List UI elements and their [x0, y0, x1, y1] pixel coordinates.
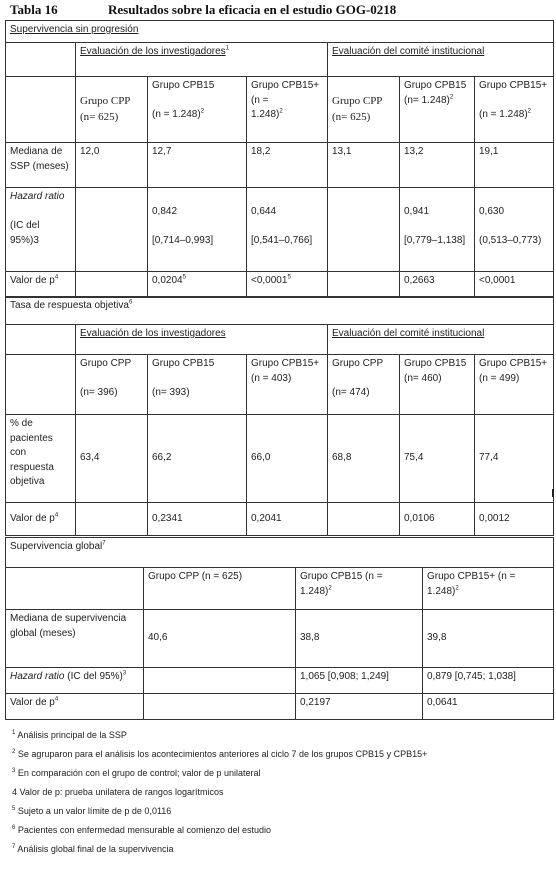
column-header: Grupo CPB15 (n= 460): [400, 355, 475, 415]
table-cell: 39,8: [423, 610, 554, 668]
row-label: Hazard ratio (IC del 95%)$^3$: [6, 668, 144, 694]
table-cell: [144, 668, 296, 694]
row-label: Valor de $p^4$: [6, 503, 76, 536]
table-cell: 77,4: [475, 415, 554, 503]
table-os: [5, 537, 554, 720]
column-header: Grupo CPB15+ (n = 1.248)$^2$: [475, 77, 554, 143]
section-heading: Supervivencia global$^7$: [6, 538, 554, 568]
row-label: Mediana de SSP (meses): [6, 143, 76, 188]
table-cell: 66,2: [148, 415, 247, 503]
table-cell: 38,8: [296, 610, 423, 668]
column-header: Grupo CPP (n= 625): [328, 77, 400, 143]
table-cell: 40,6: [144, 610, 296, 668]
row-label: Mediana de supervivencia global (meses): [6, 610, 144, 668]
column-header: Grupo CPB15 (n = 1.248)$^2$: [296, 568, 423, 610]
column-header: Grupo CPB15+ (n = 1.248)$^2$: [423, 568, 554, 610]
table-cell: 0,2341: [148, 503, 247, 536]
footnote: $^6$ Pacientes con enfermedad mensurable al comienzo del estudio: [12, 825, 272, 835]
section-heading: Supervivencia sin progresión: [6, 21, 554, 43]
table-cell: [328, 188, 400, 272]
table-cell: <0,0001: [475, 272, 554, 298]
table-cell: 0,0204$^5$: [148, 272, 247, 298]
row-label: Valor de $p^4$: [6, 272, 76, 298]
footnote: $^3$ En comparación con el grupo de control; valor de p unilateral: [12, 768, 261, 778]
column-header: Grupo CPB15+ (n = 1.248)$^2$: [247, 77, 328, 143]
table-title: [10, 2, 397, 18]
table-cell: 18,2: [247, 143, 328, 188]
empty-cell: [6, 77, 76, 143]
table-cell: 0,644 [0,541–0,766]: [247, 188, 328, 272]
table-cell: 0,842 [0,714–0,993]: [148, 188, 247, 272]
group-header-investigators: Evaluación de los investigadores$^1$: [76, 43, 328, 77]
column-header: Grupo CPP (n= 396): [76, 355, 148, 415]
table-caption: Resultados sobre la eficacia en el estudio GOG-0218: [108, 2, 397, 17]
empty-cell: [6, 568, 144, 610]
table-cell: 13,1: [328, 143, 400, 188]
table-cell: 0,0641: [423, 694, 554, 720]
column-header: Grupo CPP (n= 474): [328, 355, 400, 415]
table-cell: [328, 272, 400, 298]
footnote: $^5$ Sujeto a un valor límite de p de 0,0116: [12, 806, 172, 816]
table-cell: [144, 694, 296, 720]
table-cell: 0,941 [0,779–1,138]: [400, 188, 475, 272]
row-label: Hazard ratio (IC del 95%)3: [6, 188, 76, 272]
column-header: Grupo CPB15 (n= 393): [148, 355, 247, 415]
table-cell: 12,0: [76, 143, 148, 188]
empty-cell: [6, 43, 76, 77]
table-cell: 13,2: [400, 143, 475, 188]
table-cell: 0,2197: [296, 694, 423, 720]
table-cell: [76, 188, 148, 272]
table-cell: 1,065 [0,908; 1,249]: [296, 668, 423, 694]
column-header: Grupo CPB15+ (n = 403): [247, 355, 328, 415]
footnote: 4 Valor de p: prueba unilatera de rangos logarítmicos: [12, 787, 224, 797]
group-header-investigators: Evaluación de los investigadores: [76, 325, 328, 355]
table-number: Tabla 16: [10, 2, 58, 17]
group-header-committee: Evaluación del comité institucional: [328, 325, 554, 355]
footnote: $^2$ Se agruparon para el análisis los acontecimientos anteriores al ciclo 7 de los grupos CPB15 y CPB15+: [12, 749, 428, 759]
row-label: Valor de $p^4$: [6, 694, 144, 720]
table-cell: 12,7: [148, 143, 247, 188]
footnote: $^7$ Análisis global final de la supervivencia: [12, 844, 174, 854]
table-cell: 0,0106: [400, 503, 475, 536]
empty-cell: [6, 355, 76, 415]
footnotes: [12, 730, 427, 863]
table-cell: 0,0012: [475, 503, 554, 536]
table-cell: [328, 503, 400, 536]
group-header-committee: Evaluación del comité institucional: [328, 43, 554, 77]
table-orr: [5, 296, 554, 536]
column-header: Grupo CPP (n= 625): [76, 77, 148, 143]
table-pfs: [5, 20, 554, 298]
section-heading: Tasa de respuesta objetiva$^6$: [6, 297, 554, 325]
table-cell: [76, 503, 148, 536]
table-cell: 68,8: [328, 415, 400, 503]
footnote: $^1$ Análisis principal de la SSP: [12, 730, 127, 740]
table-cell: 0,879 [0,745; 1,038]: [423, 668, 554, 694]
column-header: Grupo CPB15 (n= 1.248)$^2$: [400, 77, 475, 143]
table-cell: 66,0: [247, 415, 328, 503]
row-label: % de pacientes con respuesta objetiva: [6, 415, 76, 503]
table-cell: 0,630 (0,513–0,773): [475, 188, 554, 272]
empty-cell: [6, 325, 76, 355]
column-header: Grupo CPB15+ (n = 499): [475, 355, 554, 415]
table-cell: 63,4: [76, 415, 148, 503]
column-header: Grupo CPB15 (n = 1.248)$^2$: [148, 77, 247, 143]
table-cell: 75,4: [400, 415, 475, 503]
table-cell: 19,1: [475, 143, 554, 188]
table-cell: 0,2041: [247, 503, 328, 536]
table-cell: [76, 272, 148, 298]
table-cell: $<0,0001^5$: [247, 272, 328, 298]
column-header: Grupo CPP (n = 625): [144, 568, 296, 610]
edge-mark: [552, 489, 554, 497]
table-cell: 0,2663: [400, 272, 475, 298]
